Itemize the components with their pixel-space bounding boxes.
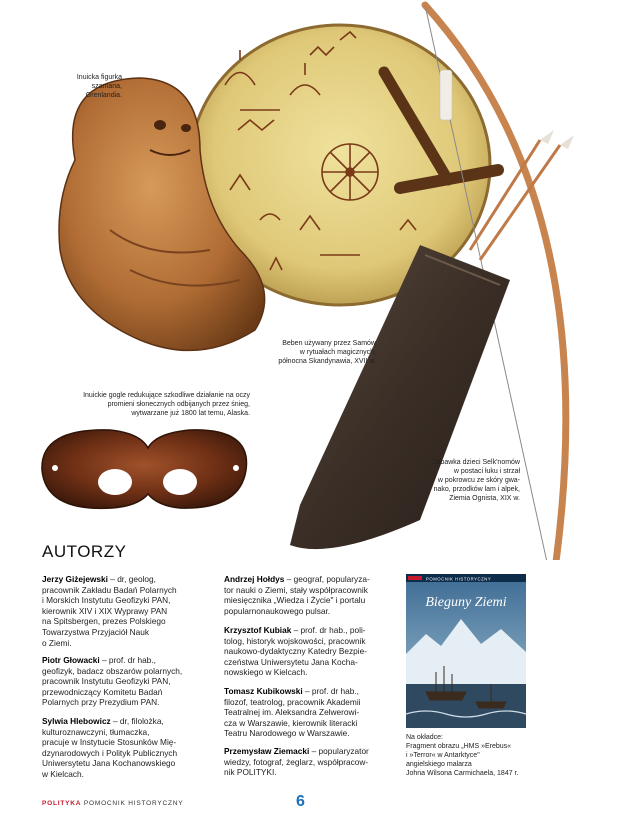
author-entry: Piotr Głowacki – prof. dr hab., geofizyk, badacz obszarów polarnych, pracownik Instytutu Geofizyki PAN, przewodniczący Komitetu Badań Polarnych przy Prezydium PAN. xyxy=(42,655,183,708)
author-entry: Tomasz Kubikowski – prof. dr hab., filozof, teatrolog, pracownik Akademii Teatralnej im. Aleksandra Zelwerowi- cza w Warszawie, kierownik literacki Teatru Narodowego w Warszawie. xyxy=(224,686,361,739)
author-entry: Jerzy Giżejewski – dr, geolog, pracownik Zakładu Badań Polarnych i Morskich Instytutu Geofizyki PAN, kierownik XIV i XIX Wyprawy PAN na Spitsbergen, prezes Polskiego Towarzystwa Przyjaciół Nauk o Ziemi. xyxy=(42,574,177,648)
author-entry: Sylwia Hlebowicz – dr, filolożka, kulturoznawczyni, tłumaczka, pracuje w Instytucie Stosunków Mię- dzynarodowych i Polityk Publicznych Uniwersytetu Jana Kochanowskiego w Kielcach. xyxy=(42,716,178,779)
caption-goggles: Inuickie gogle redukujące szkodliwe działanie na oczy promieni słonecznych odbijanych przez śnieg, wytwarzane już 1800 lat temu, Alaska. xyxy=(83,392,250,417)
author-entry: Przemysław Ziemacki – popularyzator wiedzy, fotograf, żeglarz, współpracow- nik POLITYKI. xyxy=(224,746,369,778)
cover-thumbnail xyxy=(406,574,526,728)
author-entry: Andrzej Hołdys – geograf, popularyza- tor nauki o Ziemi, stały współpracownik miesięcznika „Wiedza i Życie" i portalu popularnonaukowego pulsar. xyxy=(224,574,370,616)
cover-caption: Na okładce: Fragment obrazu „HMS »Erebus« i »Terror« w Antarktyce" angielskiego malarza Johna Wilsona Carmichaela, 1847 r. xyxy=(406,734,519,777)
inuit-snow-goggles xyxy=(42,430,247,508)
caption-shaman-figurine: Inuicka figurka szamana, Grenlandia. xyxy=(76,74,122,99)
authors-heading: AUTORZY xyxy=(42,542,127,561)
caption-drum: Beben używany przez Samów w rytuałach magicznych, północna Skandynawia, XVII w. xyxy=(278,340,376,365)
caption-bow: Zabawka dzieci Selk'nomów w postaci łuku i strzał w pokrowcu ze skóry gwa- nako, przodków lam i alpek, Ziemia Ognista, XIX w. xyxy=(432,459,520,502)
page-number: 6 xyxy=(296,793,305,810)
footer-brand: POLITYKA xyxy=(42,800,82,807)
cover-title: Bieguny Ziemi xyxy=(425,595,507,610)
footer-logo xyxy=(42,800,183,807)
cover-series: POMOCNIK HISTORYCZNY xyxy=(426,576,492,582)
author-entry: Krzysztof Kubiak – prof. dr hab., poli- tolog, historyk wojskowości, pracownik naukowo-dydaktyczny Katedry Bezpie- czeństwa Uniwersytetu Jana Kocha- nowskiego w Kielcach. xyxy=(224,625,367,678)
footer-series: POMOCNIK HISTORYCZNY xyxy=(83,800,184,807)
